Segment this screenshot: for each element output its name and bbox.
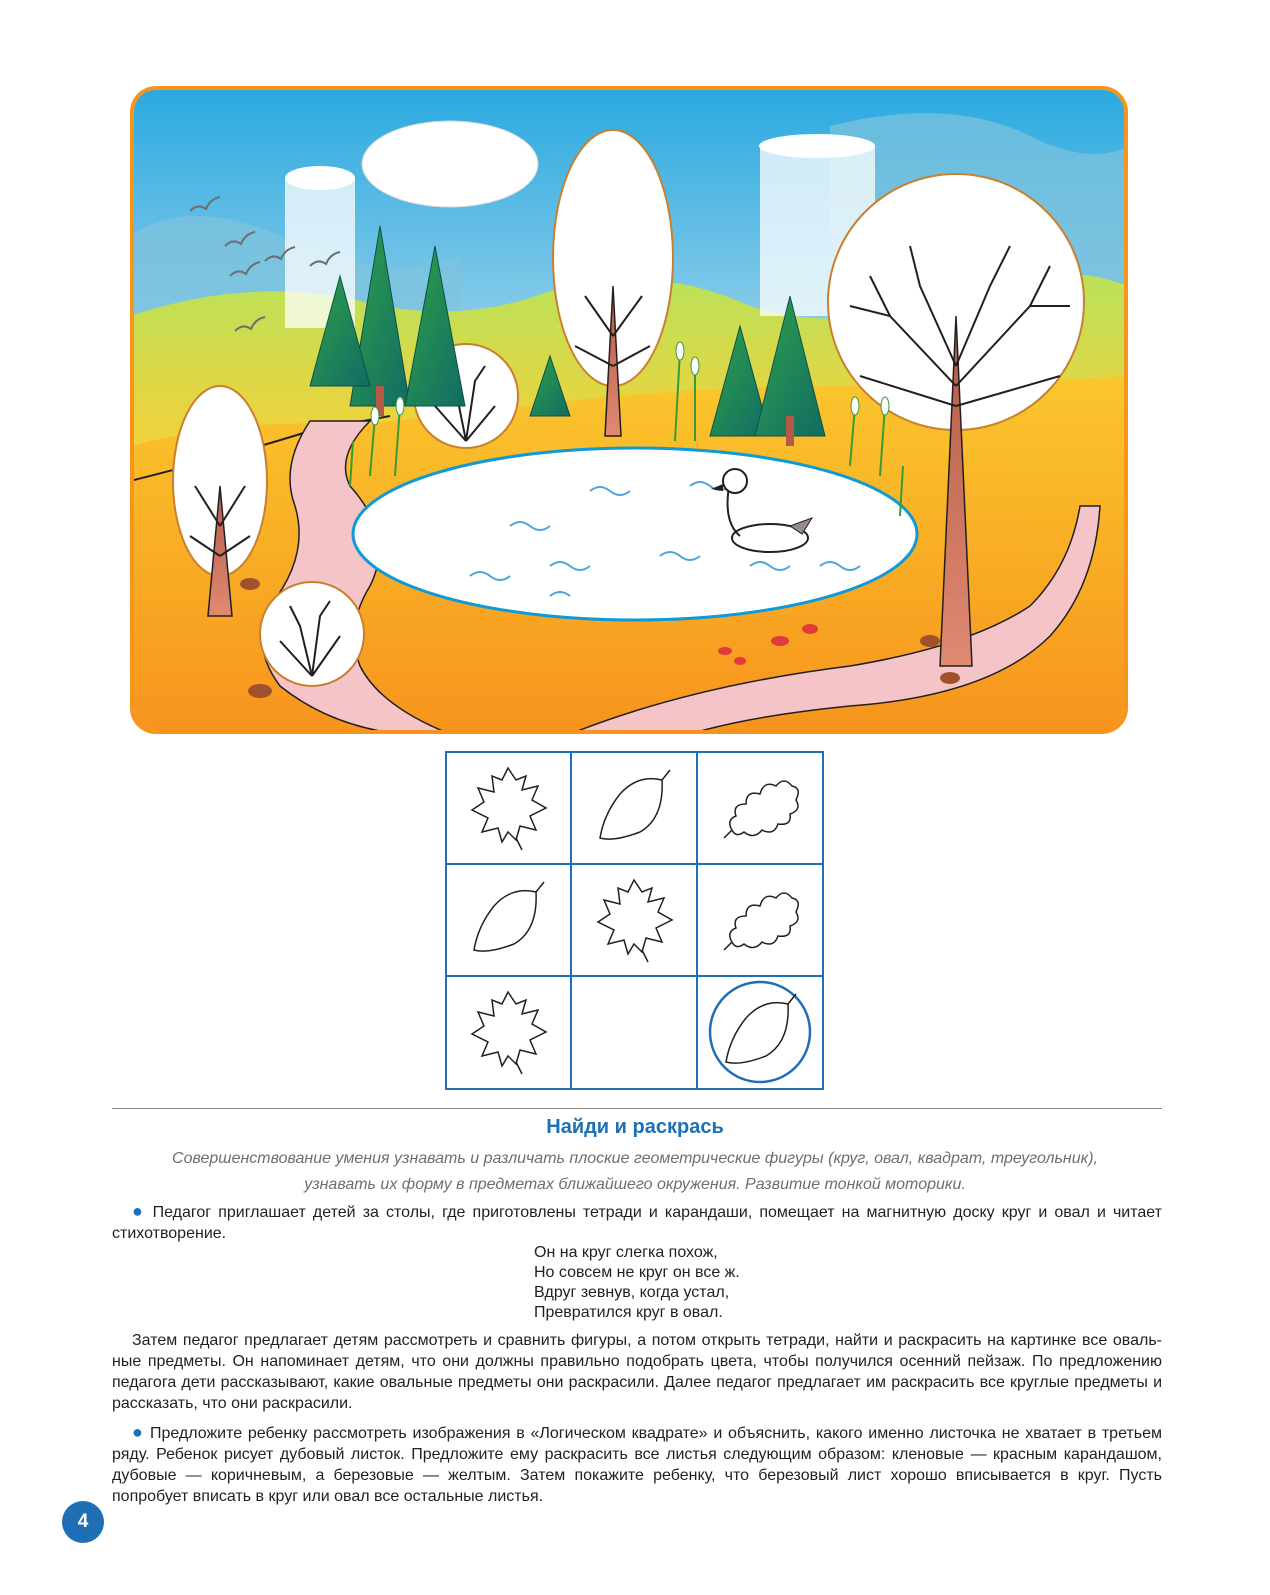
poem — [534, 1243, 740, 1323]
poem-line: Вдруг зевнув, когда устал, — [534, 1284, 730, 1301]
grid-cell-r1c2-birch-leaf — [600, 770, 670, 839]
page-number: 4 — [62, 1501, 104, 1543]
grid-cell-r2c1-birch-leaf — [474, 882, 544, 951]
poem-line: Он на круг слегка похож, — [534, 1244, 718, 1261]
logic-square-grid — [445, 751, 824, 1090]
grid-cell-r2c2-maple-leaf — [598, 880, 672, 962]
section-divider — [112, 1108, 1162, 1109]
paragraph-2: Затем педагог предлагает детям рассмотреть и сравнить фигуры, а потом открыть тетради, найти и раскрасить на картинке все овальные предметы. Он напоминает детям, что они должны правильно подобрать цвета, чтобы получился осенний пейзаж. По предложению педагога дети рассказывают, какие овальные предметы они раскрасили. Далее педагог предлагает им раскрасить все круглые предметы и рассказать, что они раскрасили. — [112, 1332, 1162, 1412]
paragraph-3: ● Предложите ребенку рассмотреть изображения в «Логическом квадрате» и объяснить, какого именно листочка не хватает в третьем ряду. Ребенок рисует дубовый листок. Предложите ему раскрасить все листья следующим образом: кленовые — красным карандашом, дубовые — коричневым, а березовые — желтым. Затем покажите ребенку, что березовый лист хорошо вписывается в круг. Пусть попробует вписать в круг или овал все остальные листья. — [112, 1422, 1162, 1505]
bullet-icon: ● — [132, 1201, 146, 1221]
grid-cell-r1c1-maple-leaf — [472, 768, 546, 850]
poem-line: Превратился круг в овал. — [534, 1304, 723, 1321]
bullet-icon: ● — [132, 1422, 145, 1442]
poem-line: Но совсем не круг он все ж. — [534, 1264, 740, 1281]
paragraph-1: ● Педагог приглашает детей за столы, где приготовлены тетради и карандаши, помещает на магнитную доску круг и овал и читает стихотворение. — [112, 1201, 1162, 1242]
grid-cell-r3c1-maple-leaf — [472, 992, 546, 1074]
section-title: Найди и раскрась — [546, 1116, 724, 1138]
grid-cell-r2c3-oak-leaf — [724, 893, 798, 950]
section-subtitle: Совершенствование умения узнавать и различать плоские геометрические фигуры (круг, овал, квадрат, треугольник), узнавать их форму в предметах ближайшего окружения. Развитие тонкой моторики. — [172, 1150, 1098, 1193]
grid-cell-r1c3-oak-leaf — [724, 781, 798, 838]
autumn-landscape-illustration — [130, 86, 1128, 734]
grid-cell-r3c3-birch-leaf-circled — [710, 982, 810, 1082]
